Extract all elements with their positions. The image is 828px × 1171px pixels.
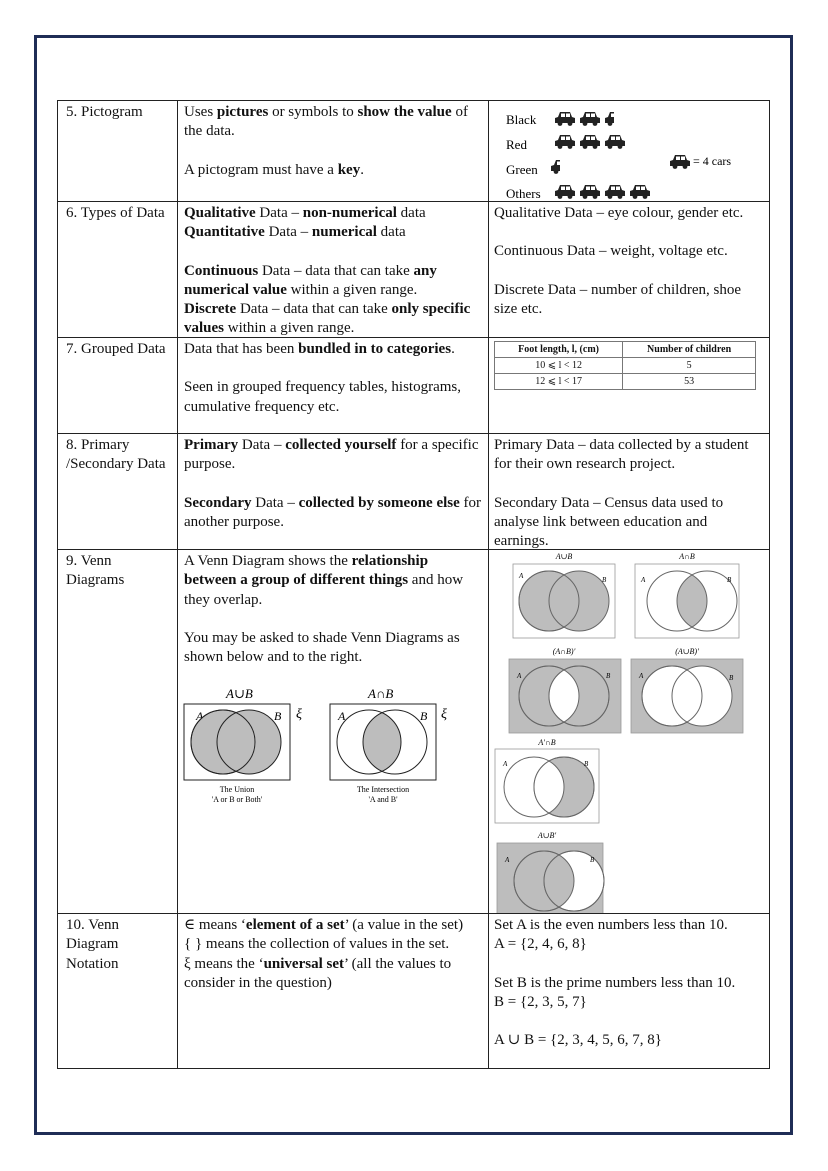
venn-title: A∪B xyxy=(555,552,573,561)
description-cell: Uses pictures or symbols to show the value of the data. A pictogram must have a key. xyxy=(178,101,489,201)
venn-label: A xyxy=(517,672,522,680)
venn-title: (A∩B)' xyxy=(552,647,576,656)
venn-caption: 'A and B' xyxy=(368,795,398,804)
pictogram-example xyxy=(489,101,769,201)
venn-title: A∪B' xyxy=(537,831,557,840)
description-cell: Primary Data – collected yourself for a specific purpose. Secondary Data – collected by someone else for another purpose. xyxy=(178,434,489,549)
topic-cell: 5. Pictogram xyxy=(58,101,178,201)
table-header: Foot length, l, (cm) xyxy=(495,342,623,358)
venn-right-figures xyxy=(489,550,769,913)
venn-caption: The Union xyxy=(219,785,255,794)
grouped-frequency-table xyxy=(494,341,756,390)
topic-cell: 6. Types of Data xyxy=(58,202,178,337)
xi-symbol: ξ xyxy=(441,707,447,722)
pictogram-label: Red xyxy=(506,137,527,152)
venn-label: B xyxy=(727,576,732,584)
pictogram-figure xyxy=(494,103,764,201)
venn-title: A∩B xyxy=(368,686,394,701)
venn-label: A xyxy=(338,709,346,723)
venn-label: A xyxy=(196,709,204,723)
venn-label: B xyxy=(584,760,589,768)
table-cell: 10 ⩽ l < 12 xyxy=(495,358,623,374)
table-cell: 12 ⩽ l < 17 xyxy=(495,374,623,390)
pictogram-key: = 4 cars xyxy=(693,154,732,168)
venn-title: A∪B xyxy=(226,686,253,701)
venn-label: A xyxy=(519,572,524,580)
grouped-table-example xyxy=(489,338,769,433)
row-primary-secondary xyxy=(57,433,770,549)
topic-cell: 10. Venn Diagram Notation xyxy=(58,914,178,1068)
venn-description-cell xyxy=(178,550,489,913)
venn-label: B xyxy=(606,672,611,680)
row-pictogram xyxy=(57,100,770,201)
venn-title: A'∩B xyxy=(538,738,556,747)
example-cell: Qualitative Data – eye colour, gender etc. Continuous Data – weight, voltage etc. Discrete Data – number of children, shoe size etc. xyxy=(494,205,744,317)
venn-caption: 'A or B or Both' xyxy=(211,795,263,804)
topic-cell: 8. Primary /Secondary Data xyxy=(58,434,178,549)
venn-label: A xyxy=(641,576,646,584)
venn-examples-cell xyxy=(489,550,769,913)
venn-label: A xyxy=(639,672,644,680)
row-venn-diagrams xyxy=(57,549,770,913)
example-cell: Primary Data – data collected by a student for their own research project. Secondary Data – Census data used to analyse link between education and earnings. xyxy=(494,437,749,549)
description-cell: Qualitative Data – non-numerical data Quantitative Data – numerical data Continuous Data – data that can take any numerical value within a given range. Discrete Data – data that can take only specific values within a given range. xyxy=(178,202,489,337)
description-cell: ∈ means ‘element of a set’ (a value in the set) { } means the collection of values in the set. ξ means the ‘universal set’ (all the values to consider in the question) xyxy=(178,914,489,1068)
venn-label: B xyxy=(420,709,428,723)
venn-title: (A∪B)' xyxy=(675,647,699,656)
pictogram-label: Others xyxy=(506,186,541,201)
row-venn-notation xyxy=(57,913,770,1069)
description-text: A Venn Diagram shows the relationship between a group of different things and how they overlap. You may be asked to shade Venn Diagrams as shown below and to the right. xyxy=(184,553,464,666)
venn-label: B xyxy=(590,856,595,864)
venn-label: B xyxy=(729,674,734,682)
venn-left-figures xyxy=(178,682,478,812)
topic-cell: 7. Grouped Data xyxy=(58,338,178,433)
pictogram-label: Green xyxy=(506,162,538,177)
table-cell: 5 xyxy=(623,358,756,374)
venn-label: A xyxy=(505,856,510,864)
venn-title: A∩B xyxy=(679,552,695,561)
xi-symbol: ξ xyxy=(296,707,302,722)
venn-label: B xyxy=(274,709,282,723)
row-grouped-data xyxy=(57,337,770,433)
venn-label: A xyxy=(503,760,508,768)
topic-cell: 9. Venn Diagrams xyxy=(58,550,178,913)
pictogram-label: Black xyxy=(506,112,537,127)
table-header: Number of children xyxy=(623,342,756,358)
row-types-of-data xyxy=(57,201,770,337)
venn-caption: The Intersection xyxy=(356,785,410,794)
example-cell: Set A is the even numbers less than 10. A = {2, 4, 6, 8} Set B is the prime numbers less than 10. B = {2, 3, 5, 7} A ∪ B = {2, 3, 4, 5, 6, 7, 8} xyxy=(494,917,736,1049)
description-cell: Data that has been bundled in to categories. Seen in grouped frequency tables, histograms, cumulative frequency etc. xyxy=(178,338,489,433)
table-cell: 53 xyxy=(623,374,756,390)
venn-label: B xyxy=(602,576,607,584)
